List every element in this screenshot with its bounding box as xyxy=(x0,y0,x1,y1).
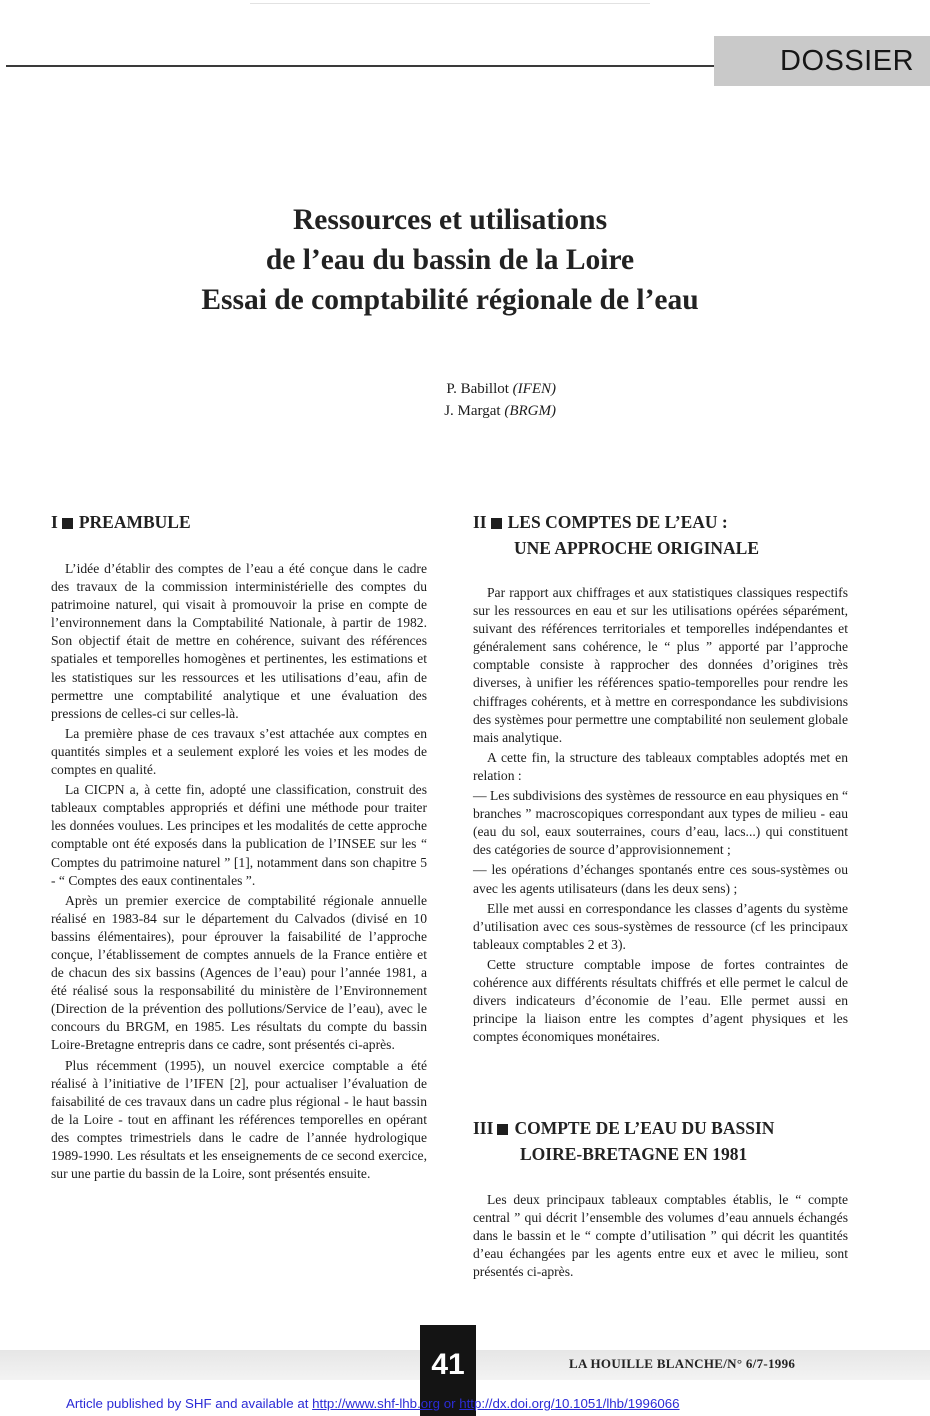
square-bullet-icon xyxy=(491,518,502,529)
section-title-line-2: UNE APPROCHE ORIGINALE xyxy=(514,538,760,558)
citation-prefix: Article published by SHF and available at xyxy=(66,1396,313,1411)
title-line-1: Ressources et utilisations xyxy=(292,204,608,236)
paragraph: Après un premier exercice de comptabilité régionale annuelle réalisé en 1983-84 sur le département du Calvados (divisé en 10 bassins élémentaires), pour éprouver la faisabilité de l’approche conçue, l’établissement de comptes annuels de la France entière et de chacun des six bassins (Agences de l’eau) pour l’année 1981, a été réalisé sous la responsabilité du ministère de l’Environnement (Direction de la prévention des pollutions/Service de l’eau), avec le concours du BRGM, en 1985. Les résultats du compte du bassin Loire-Bretagne entrepris dans ce cadre, sont présentés ci-après. xyxy=(51,892,427,1053)
section-3-body xyxy=(473,1191,848,1283)
section-1-heading xyxy=(51,509,191,535)
doi-link[interactable]: http://dx.doi.org/10.1051/lhb/1996066 xyxy=(459,1396,680,1411)
paragraph: La CICPN a, à cette fin, adopté une classification, construit des tableaux comptables appropriés et défini une méthode pour traiter les données voulues. Les principes et les modalités de cette approche comptable ont été exposés dans la publication de l’INSEE sur les “ Comptes du patrimoine naturel ” [1], notamment dans son chapitre 5 - “ Comptes des eaux continentales ”. xyxy=(51,782,427,888)
shf-link[interactable]: http://www.shf-lhb.org xyxy=(312,1396,440,1411)
paragraph: Elle met aussi en correspondance les classes d’agents du système d’utilisation avec ces sous-systèmes de ressource (cf les principaux tableaux comptables 2 et 3). xyxy=(473,900,848,952)
paragraph: L’idée d’établir des comptes de l’eau a été conçue dans le cadre des travaux de la commission interministérielle des comptes du patrimoine naturel, qui visait à promouvoir la prise en compte de l’environnement dans la Comptabilité Nationale, à partir de 1982. Son objectif était de mettre en cohérence, suivant des références spatiales et temporelles homogènes et pertinentes, les estimations et les statistiques sur les ressources et les utilisations d’eau, afin de permettre une comptabilité analytique et une évaluation des pressions de celles-ci sur celles-là. xyxy=(51,561,427,721)
author-1 xyxy=(356,378,556,400)
citation-mid: or xyxy=(440,1396,460,1411)
section-heading-line-1 xyxy=(473,1115,848,1141)
square-bullet-icon xyxy=(497,1124,508,1135)
paragraph: Par rapport aux chiffrages et aux statistiques classiques respectifs sur les ressources en eau et sur les utilisations opérées séparément, suivant des références territoriales et temporelles indépendantes et généralement sans cohérence, le “ plus ” apporté par l’approche comptable consiste à rapprocher des données d’origines très diverses, à unifier les références spatio-temporelles pour rendre les chiffrages cohérents, et à mettre en correspondance les subdivisions des systèmes pour permettre une comptabilité non seulement globale mais analytique. xyxy=(473,585,848,745)
title-line-2: de l’eau du bassin de la Loire xyxy=(265,244,635,276)
author-2 xyxy=(356,400,556,422)
header-rule xyxy=(6,65,718,67)
section-title: PREAMBULE xyxy=(78,512,191,532)
section-heading-line-1 xyxy=(473,509,848,535)
section-2-body xyxy=(473,584,848,1048)
dash-list-item: — les opérations d’échanges spontanés entre ces sous-systèmes ou avec les agents utilisateurs (dans les deux sens) ; xyxy=(473,862,848,896)
section-title-line-1: COMPTE DE L’EAU DU BASSIN xyxy=(514,1118,775,1138)
section-number: I xyxy=(51,512,58,532)
author-affiliation: (BRGM) xyxy=(504,403,556,419)
dash-list-item: — Les subdivisions des systèmes de ressource en eau physiques en “ branches ” macroscopiques correspondant aux types de milieu - eau (eau du sol, eaux souterraines, cours d’eau, lacs...) qui constituent des catégories de source d’approvisionnement ; xyxy=(473,788,848,858)
article-title xyxy=(0,200,900,320)
section-number: II xyxy=(473,512,487,532)
section-title-line-1: LES COMPTES DE L’EAU : xyxy=(507,512,728,532)
square-bullet-icon xyxy=(62,518,73,529)
page-number: 41 xyxy=(420,1325,476,1416)
left-column-body xyxy=(51,560,427,1185)
section-3-heading xyxy=(473,1115,848,1167)
title-line-3: Essai de comptabilité régionale de l’eau xyxy=(201,284,699,316)
author-name: J. Margat xyxy=(444,403,501,419)
journal-name: LA HOUILLE BLANCHE/N° 6/7-1996 xyxy=(569,1356,796,1371)
paragraph: Cette structure comptable impose de fortes contraintes de cohérence aux différents résultats chiffrés et elle permet le calcul de divers indicateurs d’économie de l’eau. Elle permet aussi en principe la liaison entre les comptes d’agent physiques et les comptes économiques monétaires. xyxy=(473,956,848,1045)
section-title-line-2: LOIRE-BRETAGNE EN 1981 xyxy=(520,1144,748,1164)
paragraph: La première phase de ces travaux s’est attachée aux comptes en quantités simples et a seulement exploré les voies et les modes de comptes en qualité. xyxy=(51,725,427,778)
paragraph: A cette fin, la structure des tableaux comptables adoptés met en relation : xyxy=(473,749,848,783)
section-label-badge: DOSSIER xyxy=(714,36,930,86)
author-affiliation: (IFEN) xyxy=(512,381,556,397)
section-2-heading xyxy=(473,509,848,561)
author-name: P. Babillot xyxy=(446,381,509,397)
section-number: III xyxy=(473,1118,494,1138)
top-border-line xyxy=(250,3,650,4)
paragraph: Les deux principaux tableaux comptables établis, le “ compte central ” qui décrit l’ensemble des volumes d’eau annuels échangés dans le bassin et le “ compte d’utilisation ” qui décrit les quantités d’eau échangées par les agents entre eux et avec le milieu, sont présentés ci-après. xyxy=(473,1192,848,1280)
paragraph: Plus récemment (1995), un nouvel exercice comptable a été réalisé à l’initiative de l’IFEN [2], pour actualiser l’évaluation de faisabilité de ces travaux dans un cadre plus régional - le haut bassin de la Loire - tout en affinant les références temporelles en opérant des comptes trimestriels dans le cadre de l’année hydrologique 1989-1990. Les résultats et les enseignements de ce second exercice, sur une partie du bassin de la Loire, sont présentés ensuite. xyxy=(51,1057,427,1182)
citation-line xyxy=(66,1396,680,1411)
author-list xyxy=(356,378,556,422)
